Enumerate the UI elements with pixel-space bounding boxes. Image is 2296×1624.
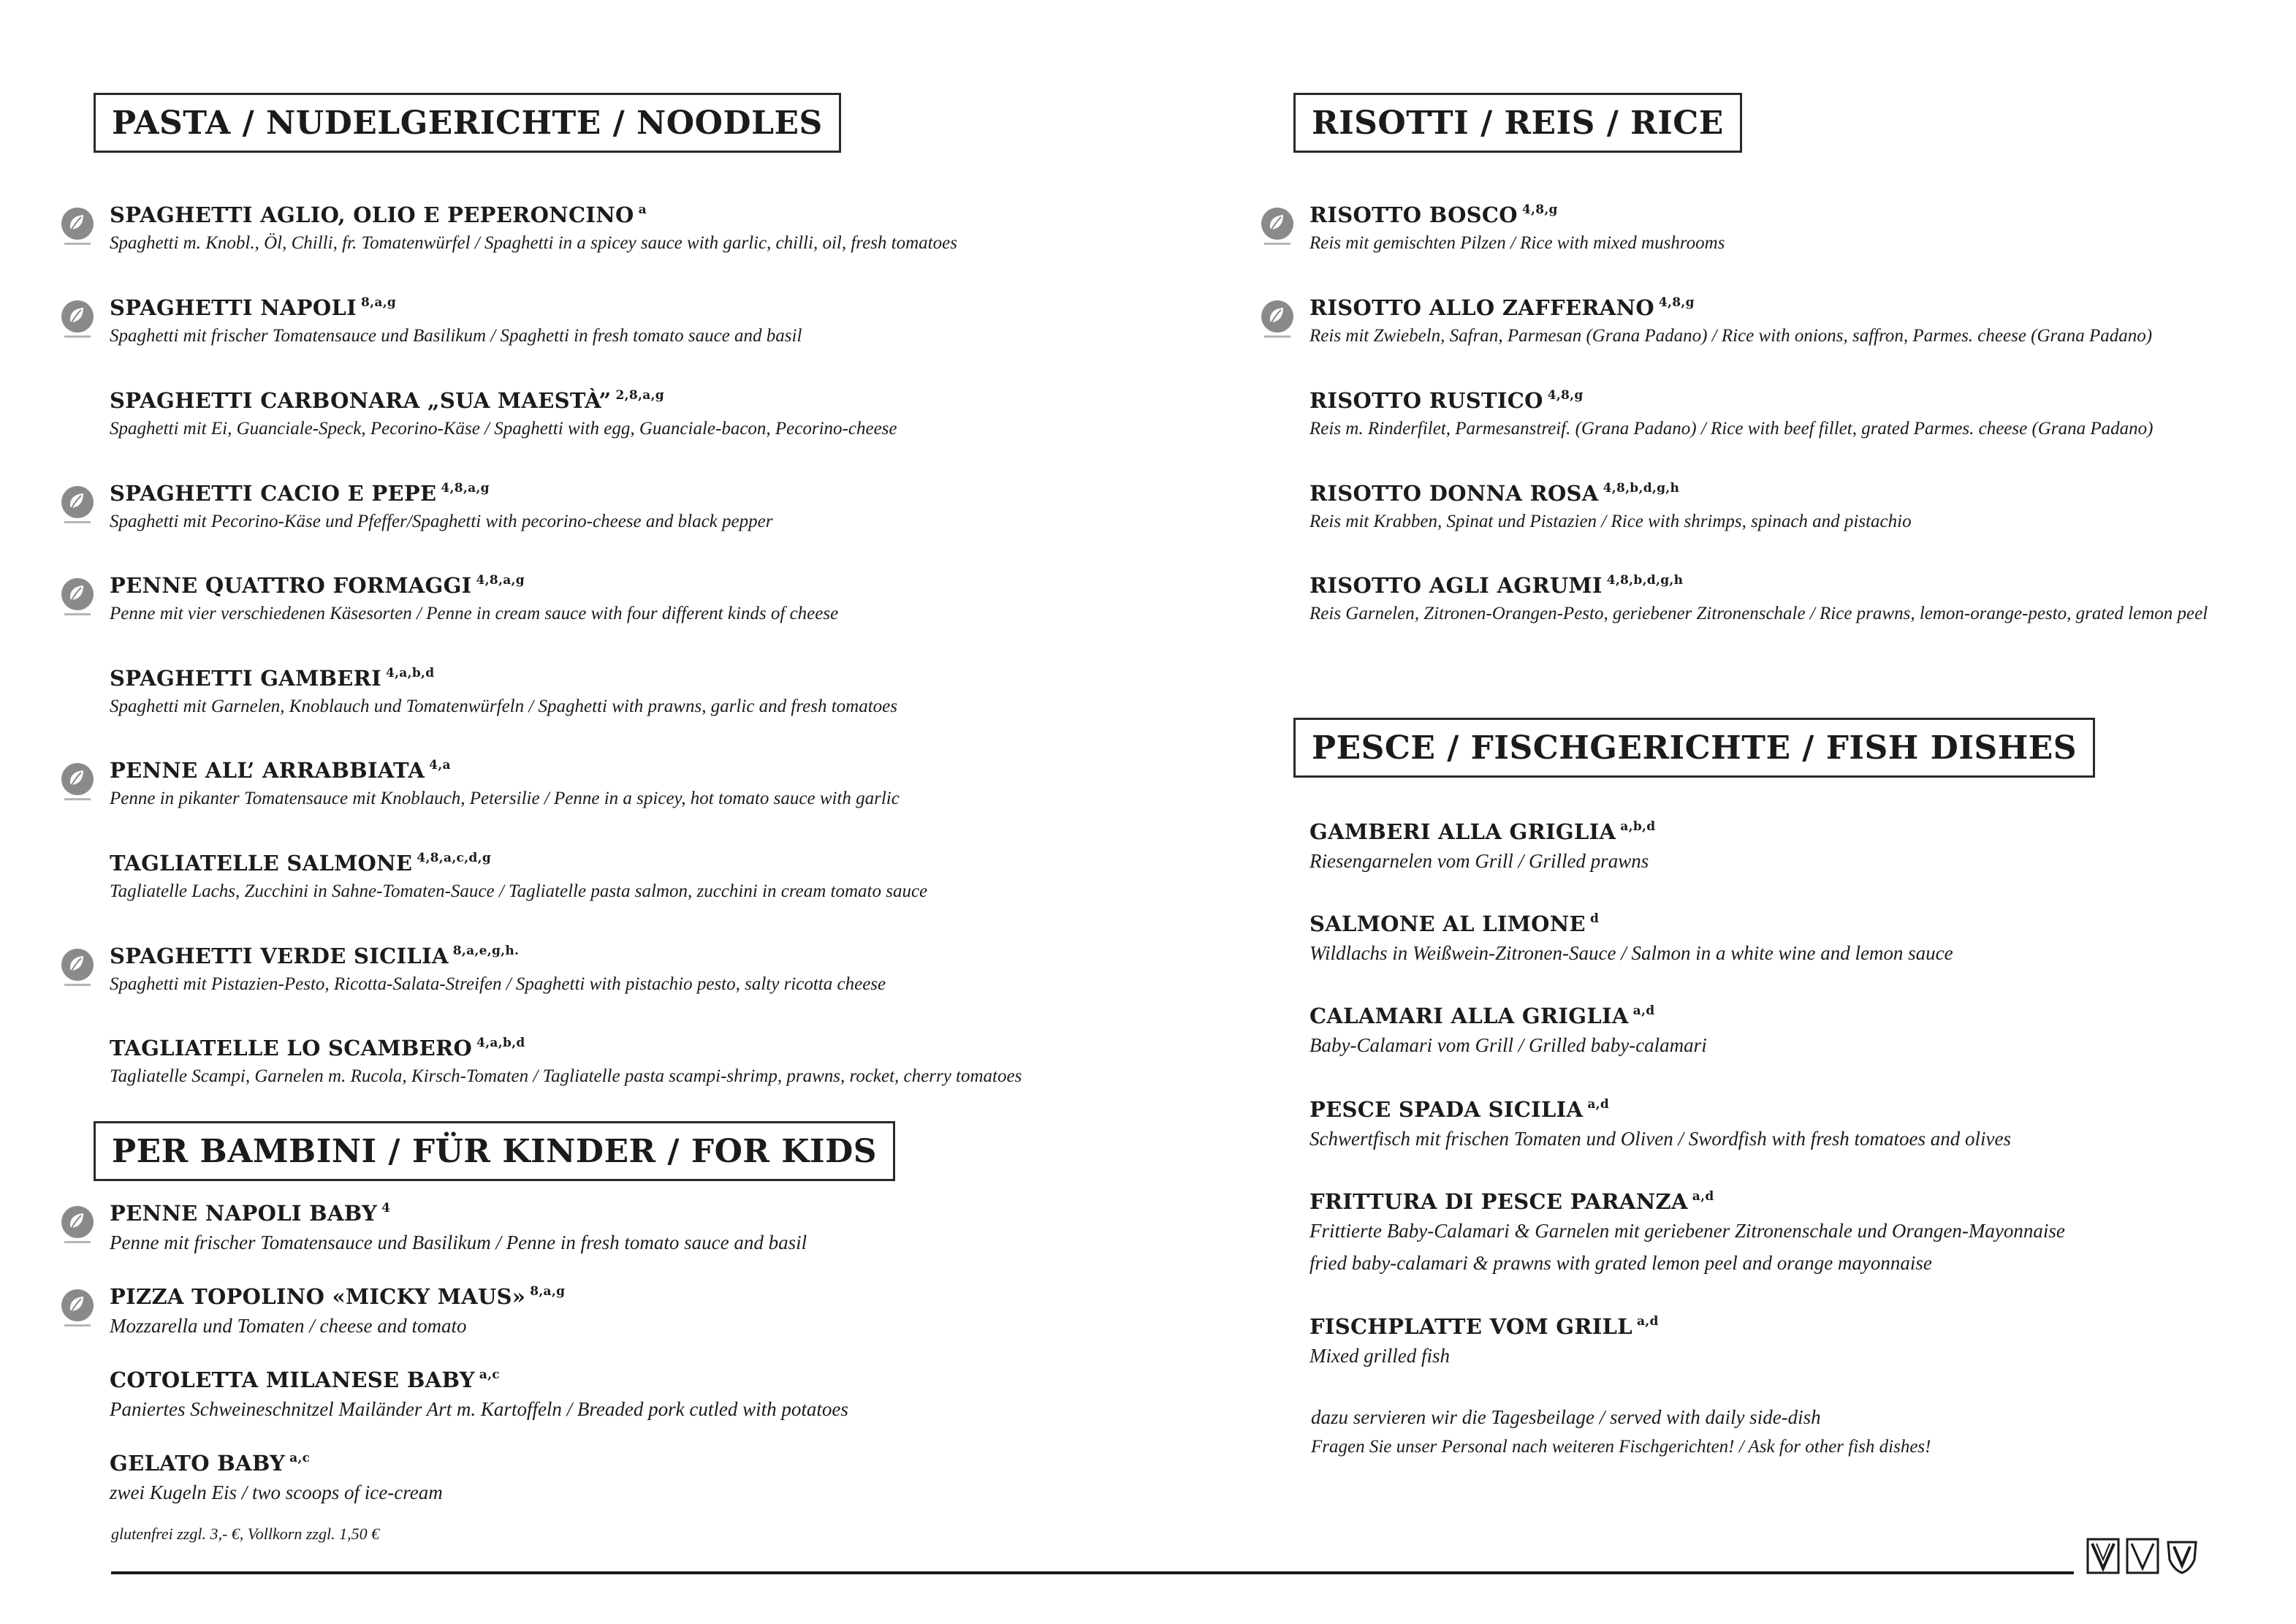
dish-name [1309,1096,2011,1123]
dish-name [110,480,772,506]
pasta-menu-item [110,387,897,444]
dish-name [1309,295,2152,321]
risotti-menu-item [1309,295,2152,352]
dish-name-text: SPAGHETTI CARBONARA „SUA MAESTÀ” [110,388,612,413]
dish-name-text: RISOTTO RUSTICO [1309,388,1543,413]
dish-name-text: SPAGHETTI GAMBERI [110,666,381,691]
dish-name-text: COTOLETTA MILANESE BABY [110,1367,475,1392]
dish-name-text: SALMONE AL LIMONE [1309,911,1586,936]
allergen-codes: 4,8,b,d,g,h [1606,573,1684,588]
allergen-codes: a,d [1636,1314,1659,1329]
brand-shield-logo-icon [2165,1538,2199,1574]
fish-menu-item [1309,819,1655,877]
dish-description: Spaghetti mit Pecorino-Käse und Pfeffer/Spaghetti with pecorino-cheese and black pepper [110,512,773,531]
allergen-codes: 4,8,g [1547,388,1584,403]
allergen-codes: 4 [381,1201,391,1215]
pasta-menu-item [110,850,927,907]
dish-name-text: RISOTTO ALLO ZAFFERANO [1309,295,1654,320]
dish-name-text: PENNE QUATTRO FORMAGGI [110,573,472,598]
fish-menu-item [1309,1188,2065,1279]
allergen-codes: a,d [1587,1097,1610,1112]
dish-description: Reis mit Zwiebeln, Safran, Parmesan (Grana Padano) / Rice with onions, saffron, Parmes. cheese (Grana Padano) [1309,326,2153,346]
dish-description: Spaghetti m. Knobl., Öl, Chilli, fr. Tomatenwürfel / Spaghetti in a spicey sauce with garlic, chilli, oil, fresh tomatoes [110,233,957,253]
brand-logo-icon [2086,1538,2120,1574]
veggie-leaf-icon [58,299,96,343]
dish-name-text: GELATO BABY [110,1451,286,1476]
dish-description: Spaghetti mit frischer Tomatensauce und Basilikum / Spaghetti in fresh tomato sauce and basil [110,326,802,346]
dish-name [110,572,838,599]
veggie-leaf-icon [58,1204,96,1248]
dish-name [1309,387,2153,414]
dish-name [1309,572,2208,599]
dish-name-text: SPAGHETTI AGLIO, OLIO E PEPERONCINO [110,202,634,227]
dish-name [1309,1313,1659,1340]
brand-logos [2086,1538,2199,1574]
dish-description: Mixed grilled fish [1309,1345,1450,1367]
allergen-codes: a,b,d [1620,819,1656,834]
dish-name-text: PENNE NAPOLI BABY [110,1201,378,1226]
dish-name-text: RISOTTO AGLI AGRUMI [1309,573,1603,598]
fish-menu-item [1309,1003,1707,1061]
fish-menu-item [1309,1313,1659,1372]
risotti-menu-item [1309,480,1912,537]
dish-name [110,1367,848,1393]
veggie-leaf-icon [58,485,96,528]
allergen-codes: 4,8,b,d,g,h [1603,481,1680,496]
allergen-codes: 8,a,g [361,295,397,310]
dish-description: Reis mit gemischten Pilzen / Rice with mixed mushrooms [1309,233,1725,253]
dish-description: Spaghetti mit Pistazien-Pesto, Ricotta-Salata-Streifen / Spaghetti with pistachio pesto, salty ricotta cheese [110,974,886,994]
allergen-codes: 4,a,b,d [385,666,435,680]
dish-name-text: FISCHPLATTE VOM GRILL [1309,1314,1632,1339]
allergen-codes: 8,a,e,g,h. [452,944,520,958]
dish-name-text: RISOTTO BOSCO [1309,202,1518,227]
veggie-leaf-icon [1258,206,1296,250]
dish-description: zwei Kugeln Eis / two scoops of ice-cream [110,1481,443,1503]
kids-menu-item [110,1450,443,1509]
dish-name [110,387,897,414]
dish-name [110,850,927,876]
dish-description: Tagliatelle Lachs, Zucchini in Sahne-Tomaten-Sauce / Tagliatelle pasta salmon, zucchini in cream tomato sauce [110,881,928,901]
dish-description: Paniertes Schweineschnitzel Mailänder Art m. Kartoffeln / Breaded pork cutled with potatoes [110,1398,848,1420]
allergen-codes: a,c [289,1451,311,1465]
dish-name [110,943,886,969]
dish-description: Tagliatelle Scampi, Garnelen m. Rucola, Kirsch-Tomaten / Tagliatelle pasta scampi-shrimp, prawns, rocket, cherry tomatoes [110,1066,1022,1086]
pasta-menu-item [110,1035,1022,1092]
risotti-menu-item [1309,202,1725,259]
pasta-menu-item [110,757,900,814]
pasta-menu-item [110,665,897,722]
allergen-codes: 2,8,a,g [615,388,664,403]
dish-description: Spaghetti mit Ei, Guanciale-Speck, Pecorino-Käse / Spaghetti with egg, Guanciale-bacon, Pecorino-cheese [110,419,897,439]
dish-description: Spaghetti mit Garnelen, Knoblauch und Tomatenwürfeln / Spaghetti with prawns, garlic and fresh tomatoes [110,697,898,716]
dish-name-text: GAMBERI ALLA GRIGLIA [1309,819,1616,844]
dish-description-english: fried baby-calamari & prawns with grated lemon peel and orange mayonnaise [1309,1252,1932,1274]
dish-description: Penne mit frischer Tomatensauce und Basilikum / Penne in fresh tomato sauce and basil [110,1232,807,1253]
dish-description: Baby-Calamari vom Grill / Grilled baby-calamari [1309,1034,1707,1056]
dish-description: Riesengarnelen vom Grill / Grilled prawns [1309,850,1649,872]
dish-description: Schwertfisch mit frischen Tomaten und Oliven / Swordfish with fresh tomatoes and olives [1309,1128,2011,1150]
dish-name [110,757,900,783]
allergen-codes: 4,8,g [1658,295,1695,310]
allergen-codes: 4,8,a,c,d,g [417,851,492,865]
dish-name [110,202,957,228]
veggie-leaf-icon [58,1288,96,1332]
veggie-leaf-icon [58,947,96,991]
dish-name-text: FRITTURA DI PESCE PARANZA [1309,1189,1688,1214]
dish-description: Wildlachs in Weißwein-Zitronen-Sauce / Salmon in a white wine and lemon sauce [1309,942,1953,964]
kids-menu-item [110,1283,565,1342]
allergen-codes: 4,8,a,g [476,573,525,588]
kids-footnote: glutenfrei zzgl. 3,- €, Vollkorn zzgl. 1,50 € [111,1525,380,1543]
veggie-leaf-icon [58,762,96,805]
allergen-codes: 4,8,a,g [441,481,490,496]
dish-name-text: CALAMARI ALLA GRIGLIA [1309,1003,1629,1028]
dish-name [110,295,802,321]
dish-name [1309,819,1655,845]
pasta-menu-item [110,480,772,537]
dish-name [1309,1188,2065,1215]
fish-note-ask-staff: Fragen Sie unser Personal nach weiteren Fischgerichten! / Ask for other fish dishes! [1311,1437,1931,1457]
fish-note-side-dish: dazu servieren wir die Tagesbeilage / served with daily side-dish [1311,1406,1821,1428]
dish-name-text: SPAGHETTI VERDE SICILIA [110,944,449,968]
dish-description: Reis m. Rinderfilet, Parmesanstreif. (Grana Padano) / Rice with beef fillet, grated Parmes. cheese (Grana Padano) [1309,419,2154,439]
dish-name-text: SPAGHETTI NAPOLI [110,295,357,320]
pasta-menu-item [110,943,886,1000]
allergen-codes: a [638,202,647,217]
allergen-codes: a,d [1632,1003,1655,1018]
pasta-heading: PASTA / NUDELGERICHTE / NOODLES [94,93,841,153]
dish-description: Mozzarella und Tomaten / cheese and tomato [110,1315,467,1337]
pasta-menu-item [110,572,838,629]
allergen-codes: 8,a,g [530,1284,566,1299]
dish-name-text: PIZZA TOPOLINO «MICKY MAUS» [110,1284,526,1309]
dish-name [1309,1003,1707,1029]
fish-menu-item [1309,911,1953,969]
dish-name [1309,202,1725,228]
allergen-codes: a,d [1692,1189,1714,1204]
allergen-codes: 4,a,b,d [476,1036,525,1050]
bottom-divider [111,1571,2074,1574]
risotti-heading: RISOTTI / REIS / RICE [1293,93,1742,153]
dish-description: Penne mit vier verschiedenen Käsesorten / Penne in cream sauce with four different kinds of cheese [110,604,839,623]
dish-name-text: SPAGHETTI CACIO E PEPE [110,481,437,506]
dish-name [110,1450,443,1476]
dish-name [1309,480,1912,506]
dish-name-text: TAGLIATELLE SALMONE [110,851,413,876]
dish-description: Frittierte Baby-Calamari & Garnelen mit geriebener Zitronenschale und Orangen-Mayonnaise [1309,1220,2065,1242]
dish-name-text: RISOTTO DONNA ROSA [1309,481,1599,506]
allergen-codes: 4,8,g [1521,202,1558,217]
risotti-menu-item [1309,387,2153,444]
veggie-leaf-icon [1258,299,1296,343]
dish-name [1309,911,1953,937]
pasta-menu-item [110,202,957,259]
kids-menu-item [110,1367,848,1425]
allergen-codes: a,c [479,1367,500,1382]
dish-name [110,665,897,691]
dish-description: Reis Garnelen, Zitronen-Orangen-Pesto, geriebener Zitronenschale / Rice prawns, lemon-orange-pesto, grated lemon peel [1309,604,2208,623]
dish-description: Reis mit Krabben, Spinat und Pistazien / Rice with shrimps, spinach and pistachio [1309,512,1912,531]
dish-description: Penne in pikanter Tomatensauce mit Knoblauch, Petersilie / Penne in a spicey, hot tomato sauce with garlic [110,789,900,808]
allergen-codes: d [1589,911,1600,926]
kids-menu-item [110,1200,807,1259]
dish-name [110,1035,1022,1061]
veggie-leaf-icon [58,577,96,621]
fish-menu-item [1309,1096,2011,1155]
dish-name [110,1283,565,1310]
dish-name-text: PENNE ALL’ ARRABBIATA [110,758,425,783]
risotti-menu-item [1309,572,2208,629]
fish-heading: PESCE / FISCHGERICHTE / FISH DISHES [1293,718,2095,778]
allergen-codes: 4,a [429,758,451,773]
dish-name [110,1200,807,1226]
veggie-leaf-icon [58,206,96,250]
kids-heading: PER BAMBINI / FÜR KINDER / FOR KIDS [94,1121,895,1181]
brand-logo-icon [2126,1538,2159,1574]
dish-name-text: PESCE SPADA SICILIA [1309,1097,1584,1122]
pasta-menu-item [110,295,802,352]
dish-name-text: TAGLIATELLE LO SCAMBERO [110,1036,473,1060]
